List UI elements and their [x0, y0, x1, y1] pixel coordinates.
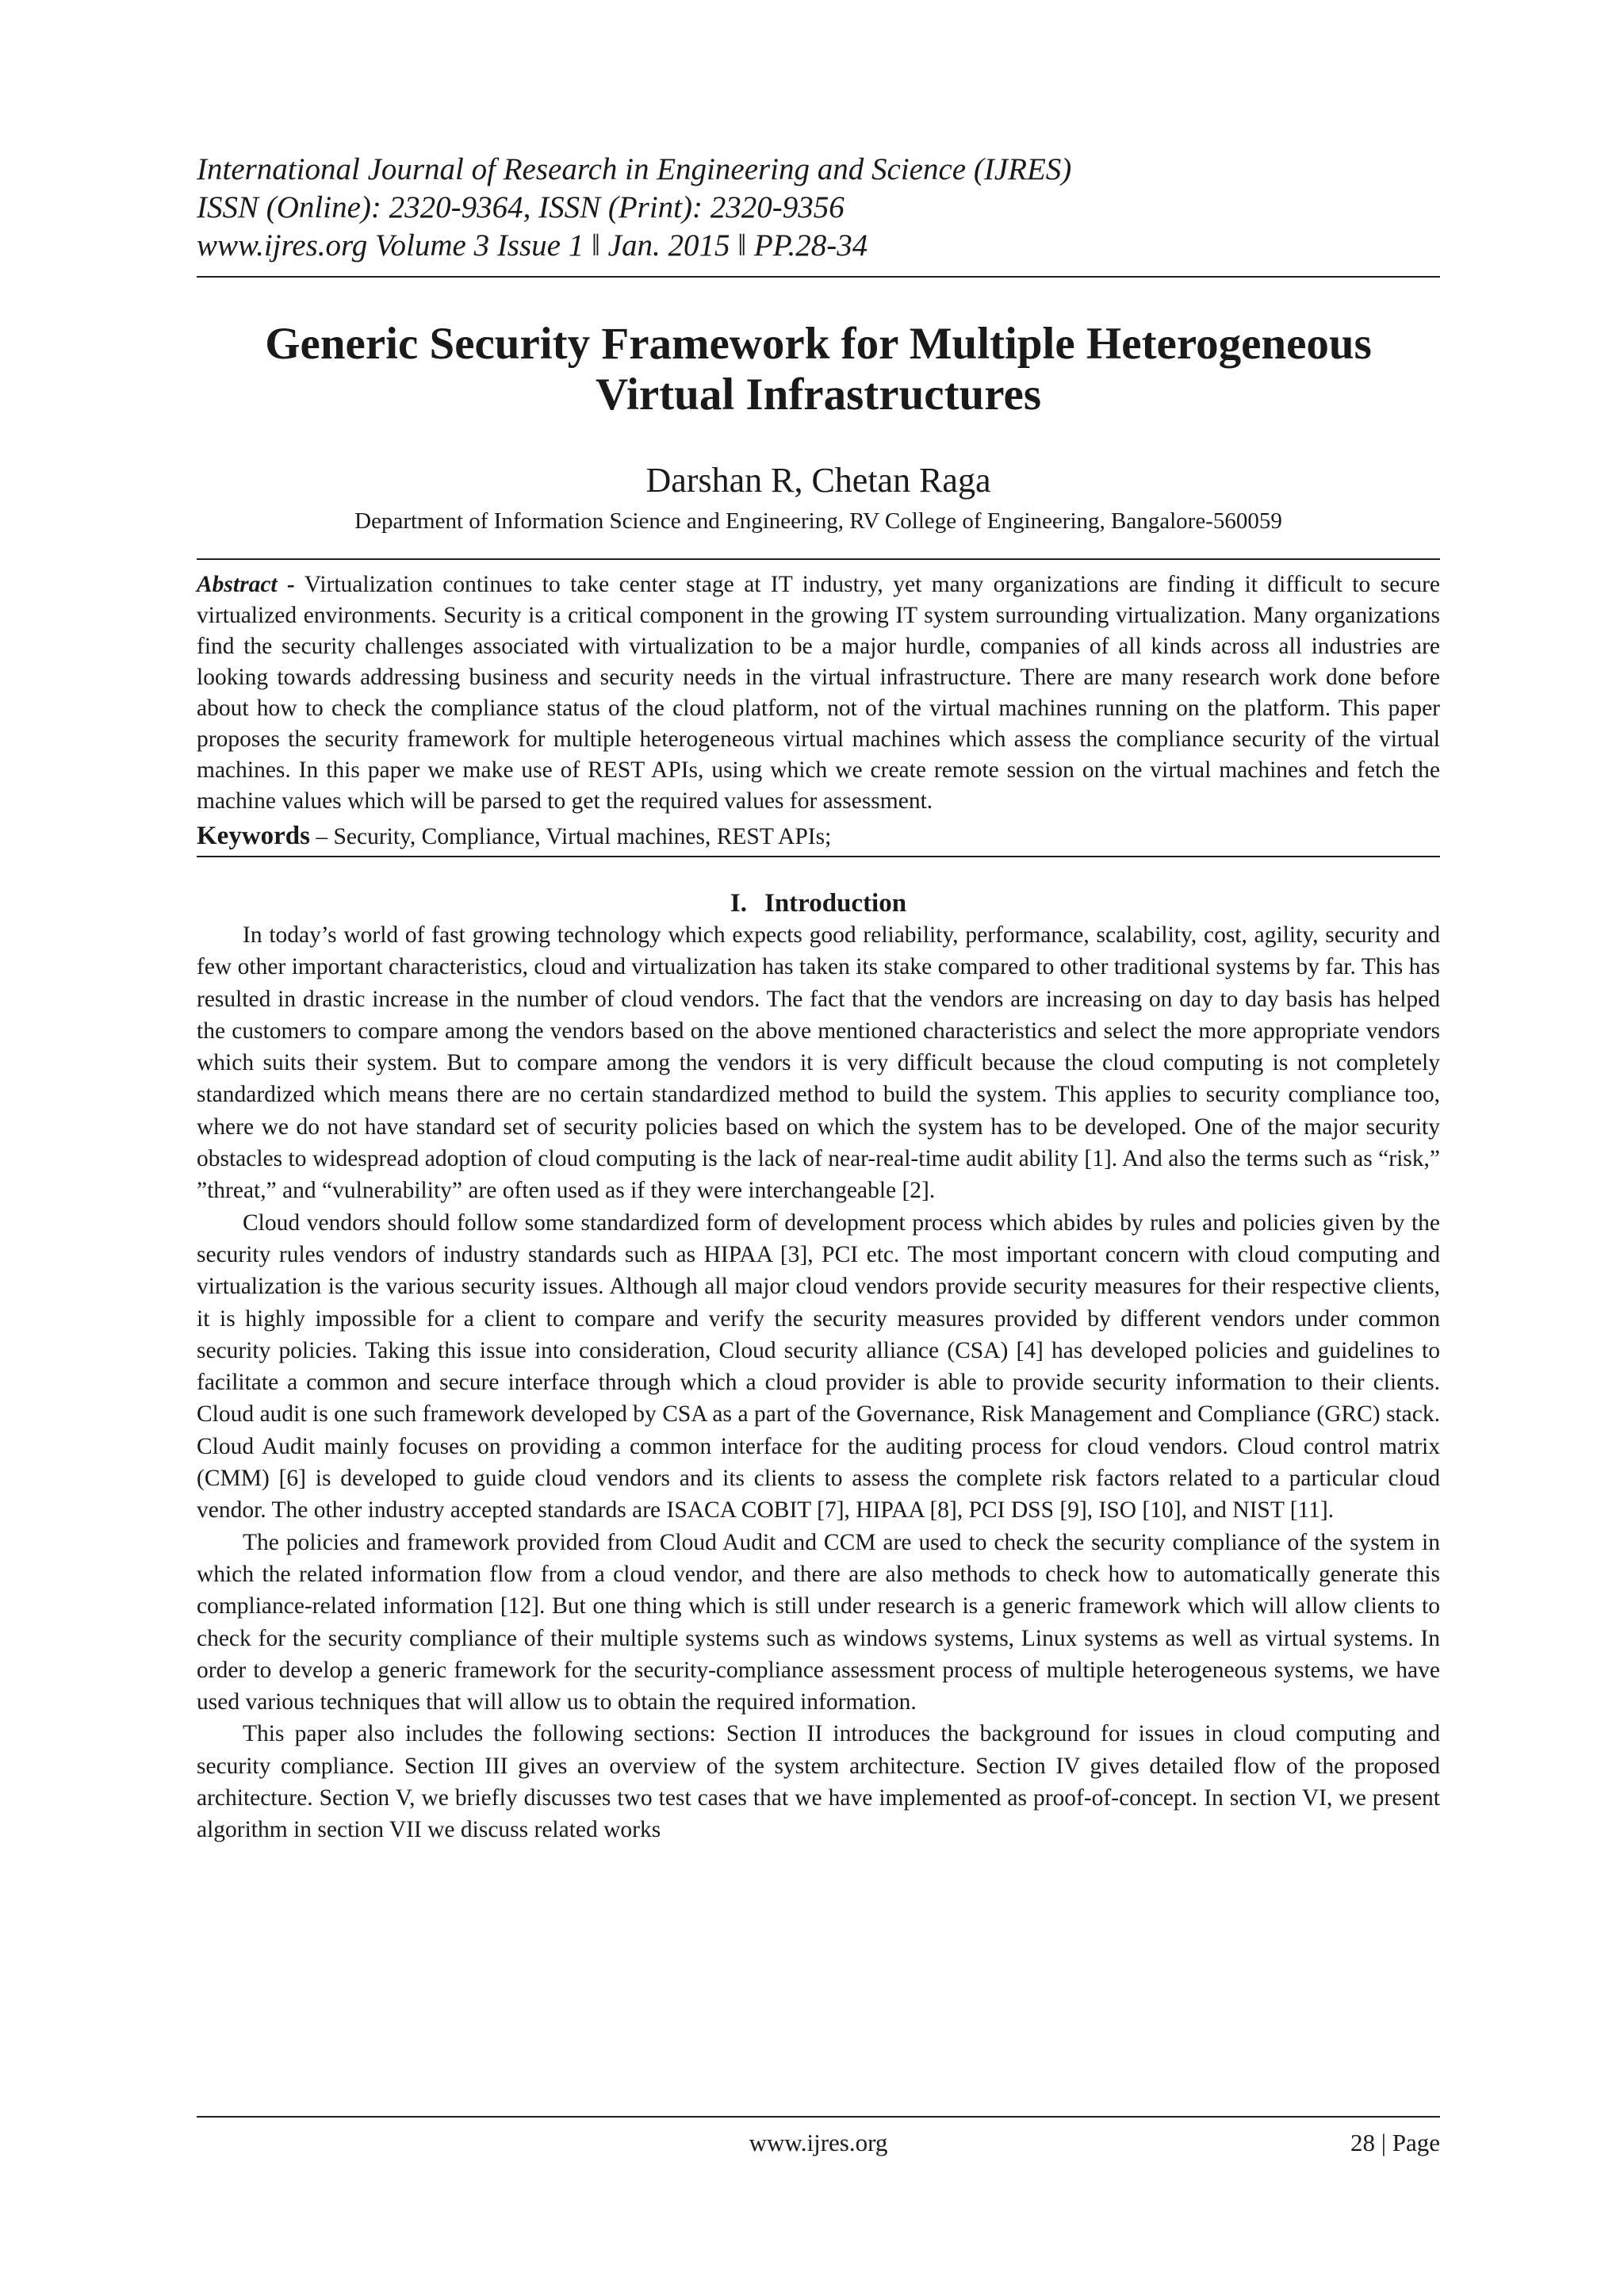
footer-row — [197, 2125, 1440, 2160]
journal-issn: ISSN (Online): 2320-9364, ISSN (Print): 2320-9356 — [197, 190, 845, 224]
page-number: 28 | Page — [1350, 2129, 1440, 2156]
abstract-text: Virtualization continues to take center stage at IT industry, yet many organizations are finding it difficult to secure virtualized environments. Security is a critical component in the growing IT system surrounding virtualization. Many organizations find the security challenges associated with virtualization to be a major hurdle, companies of all kinds across all industries are looking towards addressing business and security needs in the virtual infrastructure. There are many research work done before about how to check the compliance status of the cloud platform, not of the virtual machines running on the platform. This paper proposes the security framework for multiple heterogeneous virtual machines which assess the compliance security of the virtual machines. In this paper we make use of REST APIs, using which we create remote session on the virtual machines and fetch the machine values which will be parsed to get the required values for assessment. — [197, 572, 1441, 814]
section-title: Introduction — [764, 889, 907, 918]
page-footer — [197, 2116, 1440, 2160]
keywords-text: – Security, Compliance, Virtual machines, REST APIs; — [316, 824, 832, 849]
abstract — [197, 569, 1440, 817]
intro-paragraph-1: In today’s world of fast growing technology which expects good reliability, performance, scalability, cost, agility, security and few other important characteristics, cloud and virtualization has taken its stake compared to other traditional systems by far. This has resulted in drastic increase in the number of cloud vendors. The fact that the vendors are increasing on day to day basis has helped the customers to compare among the vendors based on the above mentioned characteristics and select the more appropriate vendors which suits their system. But to compare among the vendors it is very difficult because the cloud computing is not completely standardized which means there are no certain standardized method to build the system. This applies to security compliance too, where we do not have standard set of security policies based on which the system has to be developed. One of the major security obstacles to widespread adoption of cloud computing is the lack of near-real-time audit ability [1]. And also the terms such as “risk,” ”threat,” and “vulnerability” are often used as if they were interchangeable [2]. — [197, 922, 1440, 1204]
paper-authors: Darshan R, Chetan Raga — [645, 461, 991, 500]
author-affiliation: Department of Information Science and Engineering, RV College of Engineering, Bangalore-560059 — [354, 508, 1282, 534]
intro-paragraph-2: Cloud vendors should follow some standardized form of development process which abides by rules and policies given by the security rules vendors of industry standards such as HIPAA [3], PCI etc. The most important concern with cloud computing and virtualization is the various security issues. Although all major cloud vendors provide security measures for their respective clients, it is highly impossible for a client to compare and verify the security measures provided by different vendors under common security policies. Taking this issue into consideration, Cloud security alliance (CSA) [4] has developed policies and guidelines to facilitate a common and secure interface through which a cloud provider is able to provide security information to their clients. Cloud audit is one such framework developed by CSA as a part of the Governance, Risk Management and Compliance (GRC) stack. Cloud Audit mainly focuses on providing a common interface for the auditing process for cloud vendors. Cloud control matrix (CMM) [6] is developed to guide cloud vendors and its clients to assess the complete risk factors related to a particular cloud vendor. The other industry accepted standards are ISACA COBIT [7], HIPAA [8], PCI DSS [9], ISO [10], and NIST [11]. — [197, 1209, 1440, 1524]
journal-header — [197, 151, 1440, 265]
section-number: I. — [730, 889, 747, 918]
keywords-divider — [197, 856, 1440, 857]
header-divider — [197, 276, 1440, 278]
abstract-divider — [197, 558, 1440, 560]
journal-name: International Journal of Research in Engineering and Science (IJRES) — [197, 152, 1072, 186]
intro-paragraph-4: This paper also includes the following sections: Section II introduces the background for issues in cloud computing and security compliance. Section III gives an overview of the system architecture. Section IV gives detailed flow of the proposed architecture. Section V, we briefly discusses two test cases that we have implemented as proof-of-concept. In section VI, we present algorithm in section VII we discuss related works — [197, 1721, 1440, 1843]
abstract-label: Abstract - — [197, 572, 295, 597]
journal-volume: www.ijres.org Volume 3 Issue 1 ǁ Jan. 2015 ǁ PP.28-34 — [197, 228, 868, 263]
keywords-label: Keywords — [197, 822, 310, 850]
paper-page — [197, 151, 1440, 1846]
paper-title: Generic Security Framework for Multiple Heterogeneous Virtual Infrastructures — [265, 319, 1372, 420]
section-heading-introduction — [197, 887, 1440, 919]
footer-divider — [197, 2116, 1440, 2118]
keywords — [197, 820, 1440, 853]
intro-paragraph-3: The policies and framework provided from Cloud Audit and CCM are used to check the security compliance of the system in which the related information flow from a cloud vendor, and there are also methods to check how to automatically generate this compliance-related information [12]. But one thing which is still under research is a generic framework which will allow clients to check for the security compliance of their multiple systems such as windows systems, Linux systems as well as virtual systems. In order to develop a generic framework for the security-compliance assessment process of multiple heterogeneous systems, we have used various techniques that will allow us to obtain the required information. — [197, 1529, 1440, 1715]
footer-website: www.ijres.org — [749, 2129, 888, 2156]
